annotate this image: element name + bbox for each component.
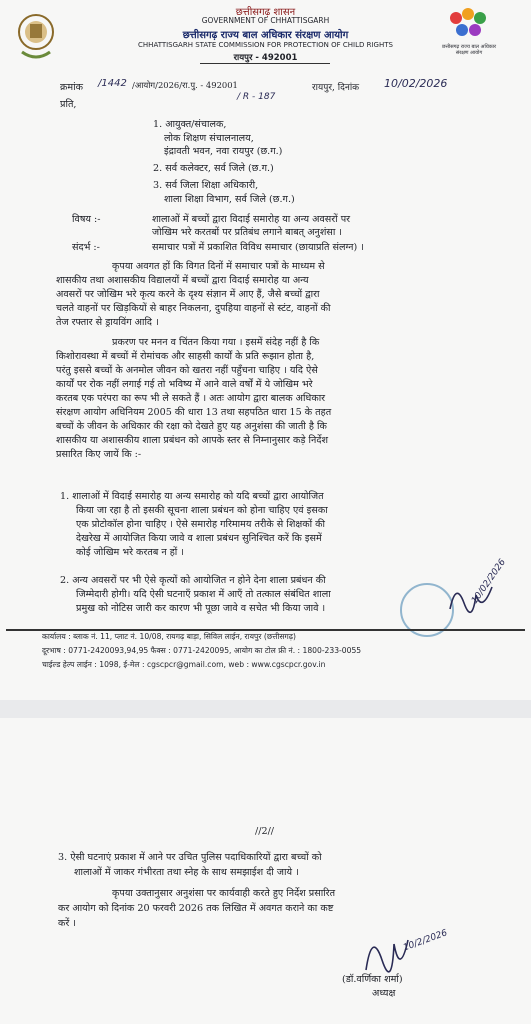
signature-date-1: 10/02/2026 — [470, 557, 508, 606]
reference-text: समाचार पत्रों में प्रकाशित विविध समाचार (छायाप्रति संलग्न) । — [152, 242, 364, 253]
para1-line-4: चलते वाहनों पर खिड़कियों से बाहर निकलना, दुपहिया वाहनों से स्टंट, वाहनों की — [56, 303, 331, 314]
para2-line-2: किशोरावस्था में बच्चों में रोमांचक और साहसी कार्यों के प्रति रूझान होता है, — [56, 351, 315, 362]
point1-line-2: किया जा रहा है तो इसकी सूचना शाला प्रबंधन को होना चाहिए एवं इसका — [76, 505, 328, 516]
recipient-2-line-1: 2. सर्व कलेक्टर, सर्व जिले (छ.ग.) — [153, 163, 274, 174]
footer-line-1: कार्यालय : ब्लाक नं. 11, प्लाट नं. 10/08, रायगढ़ बाड़ा, सिविल लाईन, रायपुर (छत्तीसगढ़) — [42, 632, 297, 641]
ref-mid: /आयोग/2026/रा.पु. - 492001 — [132, 80, 238, 90]
closing-line-3: करें । — [58, 918, 76, 929]
recipient-1-line-2: लोक शिक्षण संचालनालय, — [164, 133, 254, 144]
point2-line-1: 2. अन्य अवसरों पर भी ऐसे कृत्यों को आयोजित न होने देना शाला प्रबंधन की — [60, 575, 326, 586]
page-number: //2// — [255, 826, 275, 837]
ref-number-handwritten: /1442 — [98, 78, 127, 89]
point2-line-3: प्रमुख को नोटिस जारी कर कारण भी पूछा जावे व सचेत भी किया जावे । — [76, 603, 326, 614]
point1-line-4: देखरेख में आयोजित किया जावे व शाला प्रबंधन सुनिश्चित करें कि इसमें — [76, 533, 322, 544]
para1-line-1: कृपया अवगत हों कि विगत दिनों में समाचार पत्रों के माध्यम से — [112, 261, 325, 272]
signatory-title: अध्यक्ष — [372, 988, 396, 999]
footer-line-3: चाईल्ड हेल्प लाईन : 1098, ई-मेल : cgscpcr@gmail.com, web : www.cgscpcr.gov.in — [42, 660, 326, 669]
para1-line-2: शासकीय तथा अशासकीय विद्यालयों में बच्चों द्वारा विदाई समारोह या अन्य — [56, 275, 309, 286]
subject-line-2: जोखिम भरे करतबों पर प्रतिबंध लगाने बाबत् अनुशंसा । — [152, 227, 343, 238]
header-line-5: रायपुर - 492001 — [233, 53, 298, 63]
date-handwritten: 10/02/2026 — [384, 77, 448, 90]
signatory-name: (डॉ.वर्णिका शर्मा) — [342, 974, 403, 985]
para2-line-6: संरक्षण आयोग अधिनियम 2005 की धारा 13 तथा सहपठित धारा 15 के तहत — [56, 407, 332, 418]
subject-label: विषय :- — [72, 214, 101, 225]
footer-line-2: दूरभाष : 0771-2420093,94,95 फैक्स : 0771-2420095, आयोग का टोल फ्री नं. : 1800-233-0055 — [42, 646, 362, 655]
signature-scribble-2 — [360, 920, 410, 980]
para1-line-3: अवसरों पर जोखिम भरे कृत्य करने के दृश्य संज्ञान में आए हैं, जैसे बच्चों द्वारा — [56, 289, 320, 300]
recipient-1-line-1: 1. आयुक्त/संचालक, — [153, 119, 227, 130]
para2-line-9: प्रसारित किए जायें कि :- — [56, 449, 142, 460]
closing-line-2: कर आयोग को दिनांक 20 फरवरी 2026 तक लिखित में अवगत कराने का कष्ट — [58, 903, 334, 914]
closing-line-1: कृपया उक्तानुसार अनुशंसा पर कार्यवाही करते हुए निर्देश प्रसारित — [112, 888, 336, 899]
prati-label: प्रति, — [60, 99, 77, 110]
ref-suffix-handwritten: / R - 187 — [237, 92, 276, 102]
para2-line-3: परंतु इससे बच्चों के अनमोल जीवन को खतरा नहीं पहुँचना चाहिए । यदि ऐसे — [56, 365, 318, 376]
kramank-label: क्रमांक — [60, 82, 83, 93]
footer-rule — [6, 629, 525, 631]
para2-line-1: प्रकरण पर मनन व चिंतन किया गया । इसमें संदेह नहीं है कि — [112, 337, 320, 348]
letter-page-2 — [0, 718, 531, 1024]
point1-line-3: एक प्रोटोकॉल होना चाहिए । ऐसे समारोह गरिमामय तरीके से शिक्षकों की — [76, 519, 325, 530]
point3-line-2: शालाओं में जाकर गंभीरता तथा स्नेह के साथ समझाईश दी जाये । — [74, 867, 299, 878]
para1-line-5: तेज रफ्तार से ड्रायविंग आदि । — [56, 317, 159, 328]
recipient-1-line-3: इंद्रावती भवन, नवा रायपुर (छ.ग.) — [164, 146, 283, 157]
para2-line-4: कार्यों पर रोक नहीं लगाई गई तो भविष्य में आने वाले वर्षों में ये जोखिम भरे — [56, 379, 313, 390]
para2-line-7: बच्चों के जीवन के अधिकार की रक्षा को देखते हुए यह अनुशंसा की जाती है कि — [56, 421, 327, 432]
point1-line-1: 1. शालाओं में विदाई समारोह या अन्य समारोह को यदि बच्चों द्वारा आयोजित — [60, 491, 324, 502]
place-date-label: रायपुर, दिनांक — [312, 83, 360, 93]
subject-line-1: शालाओं में बच्चों द्वारा विदाई समारोह या अन्य अवसरों पर — [152, 214, 351, 225]
logo-caption: छत्तीसगढ़ राज्य बाल अधिकार संरक्षण आयोग — [441, 44, 497, 56]
point3-line-1: 3. ऐसी घटनाएं प्रकाश में आने पर उचित पुलिस पदाधिकारियों द्वारा बच्चों को — [58, 852, 322, 863]
header-line-1: छत्तीसगढ़ शासन — [235, 7, 296, 18]
reference-label: संदर्भ :- — [72, 242, 100, 253]
recipient-3-line-2: शाला शिक्षा विभाग, सर्व जिले (छ.ग.) — [164, 194, 295, 205]
header-line-2: GOVERNMENT OF CHHATTISGARH — [201, 16, 330, 25]
header-line-3: छत्तीसगढ़ राज्य बाल अधिकार संरक्षण आयोग — [182, 30, 349, 41]
point1-line-5: कोई जोखिम भरे करतब न हों । — [76, 547, 184, 558]
point2-line-2: जिम्मेदारी होगी। यदि ऐसी घटनाएँ प्रकाश में आएँ तो तत्काल संबंधित शाला — [76, 589, 331, 600]
para2-line-5: करतब एक परंपरा का रूप भी ले सकते हैं । अतः आयोग द्वारा बालक अधिकार — [56, 393, 326, 404]
recipient-3-line-1: 3. सर्व जिला शिक्षा अधिकारी, — [153, 180, 259, 191]
para2-line-8: शासकीय या अशासकीय शाला प्रबंधन को आपके स्तर से निम्नानुसार कड़े निर्देश — [56, 435, 328, 446]
header-line-4: CHHATTISGARH STATE COMMISSION FOR PROTECTION OF CHILD RIGHTS — [138, 41, 393, 49]
signature-date-2: 10/2/2026 — [402, 928, 449, 954]
header-divider — [200, 63, 330, 64]
